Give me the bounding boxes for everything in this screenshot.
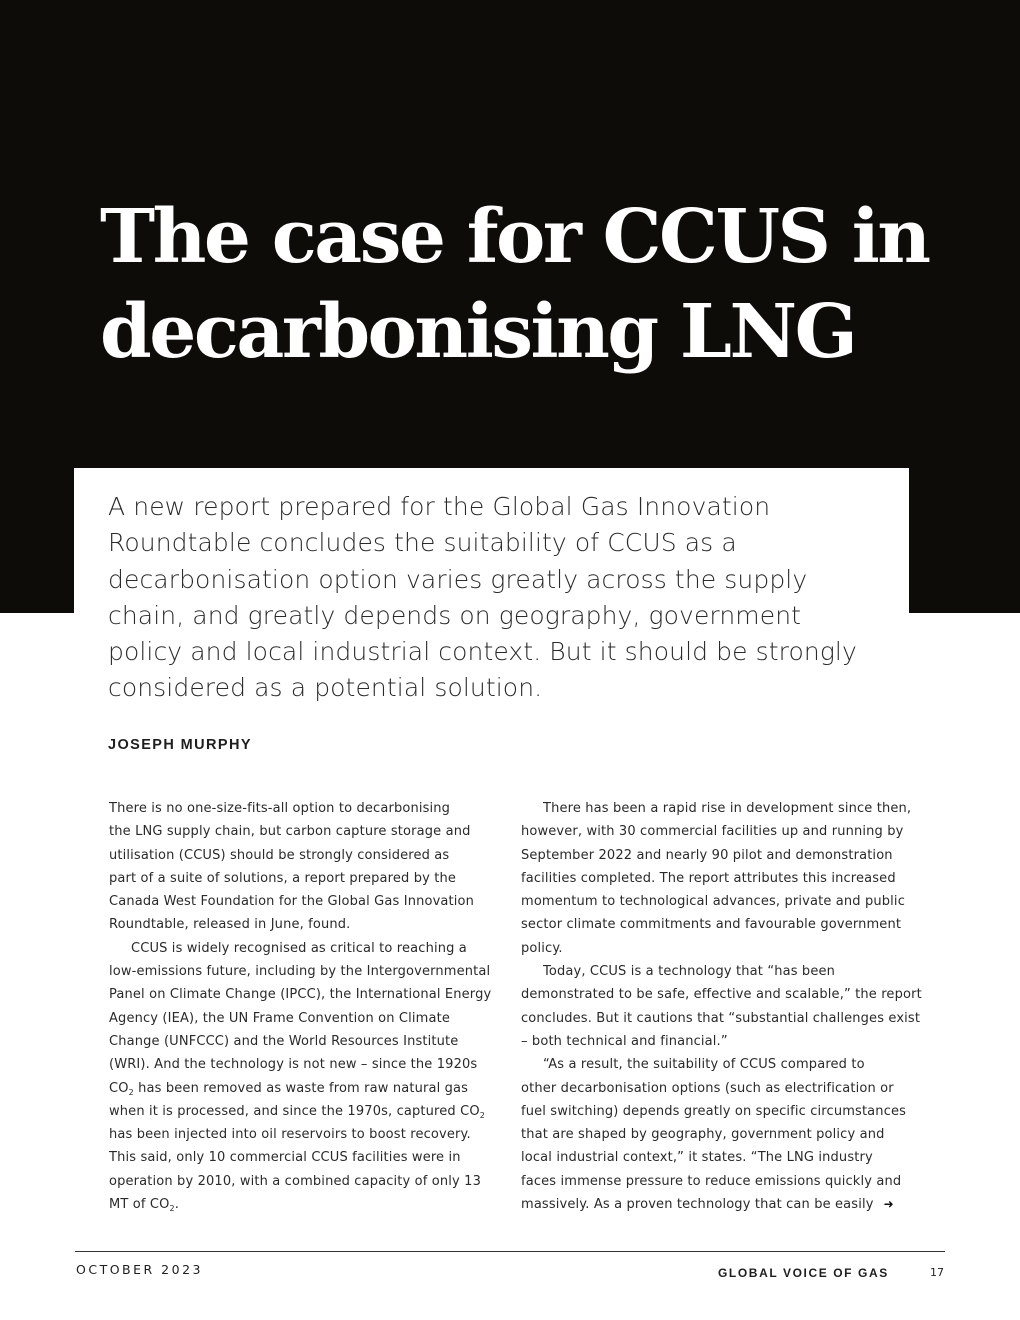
- body-line: There has been a rapid rise in development since then,: [543, 801, 912, 816]
- article-title: [100, 190, 980, 380]
- body-line: however, with 30 commercial facilities up and running by: [521, 824, 904, 840]
- body-line: Canada West Foundation for the Global Gas Innovation: [109, 894, 475, 910]
- body-line: There is no one-size-fits-all option to decarbonising: [109, 801, 451, 816]
- standfirst-line: A new report prepared for the Global Gas Innovation: [108, 492, 771, 521]
- body-line: CCUS is widely recognised as critical to reaching a: [131, 940, 467, 956]
- body-line: sector climate commitments and favourable government: [521, 917, 902, 933]
- publication-name: GLOBAL VOICE OF GAS: [718, 1266, 889, 1280]
- subscript: 2: [169, 1204, 175, 1214]
- arrow-right-icon: ➜: [883, 1197, 894, 1212]
- body-line: Change (UNFCCC) and the World Resources Institute: [109, 1033, 459, 1049]
- body-line: September 2022 and nearly 90 pilot and demonstration: [521, 847, 893, 863]
- body-line: [109, 1193, 509, 1216]
- body-line: low-emissions future, including by the Intergovernmental: [109, 964, 491, 980]
- line-text: MT of CO: [109, 1197, 170, 1213]
- line-text: .: [174, 1197, 180, 1213]
- body-line: concludes. But it cautions that “substantial challenges exist: [521, 1010, 921, 1026]
- body-line: the LNG supply chain, but carbon capture storage and: [109, 824, 471, 840]
- line-text: when it is processed, and since the 1970s, captured CO: [109, 1103, 480, 1119]
- line-text: massively. As a proven technology that can be easily: [521, 1197, 874, 1213]
- footer-divider: [75, 1251, 945, 1252]
- footer-date: OCTOBER 2023: [76, 1262, 203, 1277]
- body-line: operation by 2010, with a combined capacity of only 13: [109, 1173, 481, 1189]
- body-line: Panel on Climate Change (IPCC), the International Energy: [109, 987, 492, 1003]
- byline: JOSEPH MURPHY: [108, 737, 252, 753]
- body-line: [109, 1100, 509, 1123]
- body-line: has been injected into oil reservoirs to boost recovery.: [109, 1127, 471, 1143]
- body-line: This said, only 10 commercial CCUS facilities were in: [109, 1150, 461, 1166]
- subscript: 2: [479, 1110, 485, 1120]
- body-line: Today, CCUS is a technology that “has been: [543, 964, 836, 980]
- line-text: has been removed as waste from raw natural gas: [138, 1080, 469, 1096]
- body-line: other decarbonisation options (such as electrification or: [521, 1080, 894, 1096]
- body-line: utilisation (CCUS) should be strongly considered as: [109, 847, 450, 863]
- body-column-left: [109, 797, 509, 1216]
- title-line: decarbonising LNG: [100, 289, 856, 375]
- body-line: (WRI). And the technology is not new – since the 1920s: [109, 1057, 478, 1073]
- title-line: The case for CCUS in: [100, 194, 929, 280]
- body-line: facilities completed. The report attributes this increased: [521, 870, 896, 886]
- body-line: momentum to technological advances, private and public: [521, 894, 905, 910]
- standfirst: [108, 489, 908, 707]
- co2-text: CO: [109, 1080, 129, 1096]
- standfirst-line: decarbonisation option varies greatly across the supply: [108, 564, 808, 594]
- body-line: fuel switching) depends greatly on specific circumstances: [521, 1103, 907, 1119]
- standfirst-line: considered as a potential solution.: [108, 673, 543, 703]
- body-line: Agency (IEA), the UN Frame Convention on Climate: [109, 1010, 450, 1026]
- standfirst-line: policy and local industrial context. But it should be strongly: [108, 637, 857, 667]
- body-line: local industrial context,” it states. “The LNG industry: [521, 1150, 873, 1166]
- body-line: part of a suite of solutions, a report prepared by the: [109, 870, 457, 886]
- body-column-right: [521, 797, 921, 1216]
- body-line: policy.: [521, 940, 563, 956]
- standfirst-line: Roundtable concludes the suitability of CCUS as a: [108, 528, 737, 558]
- body-line: Roundtable, released in June, found.: [109, 917, 351, 933]
- body-line: [109, 1077, 509, 1100]
- body-line: that are shaped by geography, government policy and: [521, 1127, 885, 1143]
- body-line: demonstrated to be safe, effective and scalable,” the report: [521, 987, 922, 1003]
- body-line: [521, 1193, 921, 1216]
- page-number: 17: [930, 1266, 944, 1279]
- body-line: faces immense pressure to reduce emissions quickly and: [521, 1173, 902, 1189]
- body-line: – both technical and financial.”: [521, 1033, 728, 1049]
- body-line: “As a result, the suitability of CCUS compared to: [543, 1057, 865, 1073]
- subscript: 2: [128, 1087, 134, 1097]
- standfirst-line: chain, and greatly depends on geography, government: [108, 600, 802, 630]
